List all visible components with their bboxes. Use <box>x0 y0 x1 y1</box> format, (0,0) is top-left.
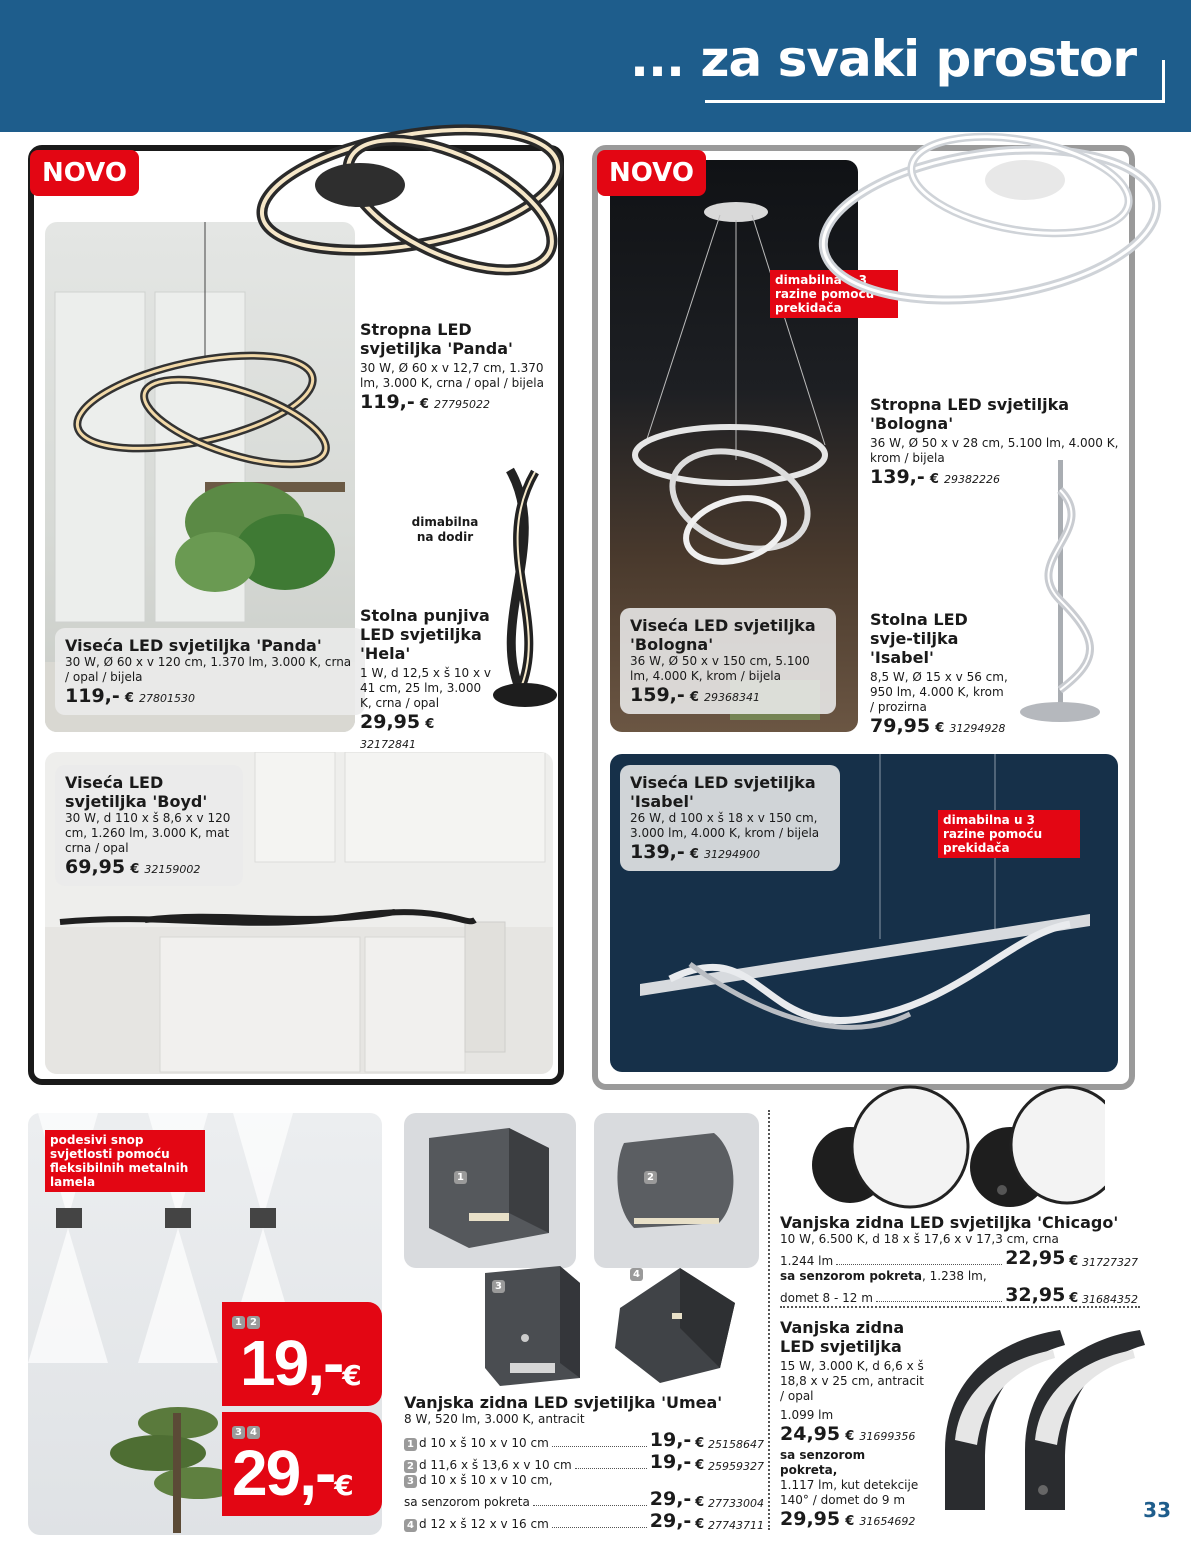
wall-arc-title: Vanjska zidna LED svjetiljka <box>780 1318 905 1356</box>
image-badge-1: 1 <box>454 1171 467 1184</box>
hela-sku: 32172841 <box>360 738 416 751</box>
variant-sku: 27733004 <box>708 1497 764 1510</box>
bologna-pendant-price: 159,- <box>630 684 685 706</box>
wall-arc-price-1: 24,95 <box>780 1423 841 1445</box>
boyd-desc: 30 W, d 110 x š 8,6 x v 120 cm, 1.260 lm, 3.000 K, mat crna / opal <box>65 811 231 855</box>
wall-arc-info <box>780 1318 925 1530</box>
isabel-table-title: Stolna LED svje-tiljka 'Isabel' <box>870 610 968 667</box>
umea-1-photo <box>404 1113 576 1268</box>
umea-variant-4 <box>404 1510 764 1532</box>
isabel-pendant-sku: 31294900 <box>704 848 760 861</box>
wall-arc-price-2: 29,95 <box>780 1508 841 1530</box>
variant-text: d 12 x š 12 x v 16 cm <box>419 1517 549 1531</box>
currency: € <box>695 1495 705 1510</box>
boyd-price: 69,95 <box>65 856 126 878</box>
umea-2-photo <box>594 1113 759 1268</box>
wall-arc-line-1: 1.099 lm <box>780 1408 834 1422</box>
page-title: ... za svaki prostor <box>629 30 1136 88</box>
currency: € <box>689 690 699 705</box>
chicago-sensor: sa senzorom pokreta <box>780 1269 923 1283</box>
variant-badge-3: 3 <box>404 1475 417 1488</box>
isabel-dimmable-callout: dimabilna u 3 razine pomoću prekidača <box>938 810 1080 858</box>
variant-badge-4: 4 <box>404 1519 417 1532</box>
boyd-sku: 32159002 <box>144 863 201 876</box>
currency: € <box>124 691 134 706</box>
hela-title: Stolna punjiva LED svjetiljka 'Hela' <box>360 606 490 663</box>
umea-1-image <box>404 1113 576 1268</box>
chicago-price-1: 22,95 <box>1005 1247 1066 1269</box>
panda-pendant-label <box>55 628 365 715</box>
chicago-image <box>805 1085 1105 1220</box>
bologna-ceiling-title: Stropna LED svjetiljka 'Bologna' <box>870 395 1070 433</box>
currency: € <box>425 717 435 732</box>
hela-desc: 1 W, d 12,5 x š 10 x v 41 cm, 25 lm, 3.000 K, crna / opal <box>360 666 491 710</box>
variant-badge-2: 2 <box>404 1460 417 1473</box>
isabel-pendant-desc: 26 W, d 100 x š 18 x v 150 cm, 3.000 lm, 4.000 K, krom / bijela <box>630 811 820 840</box>
panda-ceiling-price: 119,- <box>360 391 415 413</box>
bologna-ceiling-desc: 36 W, Ø 50 x v 28 cm, 5.100 lm, 4.000 K, krom / bijela <box>870 436 1119 465</box>
isabel-table-desc: 8,5 W, Ø 15 x v 56 cm, 950 lm, 4.000 K, krom / prozirna <box>870 670 1008 714</box>
panda-ceiling-image <box>240 95 580 295</box>
umea-2-image <box>594 1113 759 1268</box>
wall-arc-desc: 15 W, 3.000 K, d 6,6 x š 18,8 x v 25 cm, antracit / opal <box>780 1359 924 1403</box>
chicago-title: Vanjska zidna LED svjetiljka 'Chicago' <box>780 1213 1119 1232</box>
wall-arc-sku-1: 31699356 <box>859 1430 916 1443</box>
panda-pendant-price: 119,- <box>65 685 120 707</box>
novo-badge-right: NOVO <box>597 150 706 196</box>
bologna-pendant-label <box>620 608 836 714</box>
currency: € <box>334 1469 354 1502</box>
variant-text: d 11,6 x š 13,6 x v 10 cm <box>419 1458 572 1472</box>
umea-title: Vanjska zidna LED svjetiljka 'Umea' <box>404 1393 723 1412</box>
wall-arc-sensor: sa senzorom pokreta, <box>780 1448 866 1477</box>
umea-variant-1 <box>404 1429 764 1451</box>
umea-variant-2 <box>404 1451 764 1473</box>
panda-ceiling-title: Stropna LED svjetiljka 'Panda' <box>360 320 513 358</box>
chicago-range: domet 8 - 12 m <box>780 1291 873 1305</box>
panda-ceiling-info <box>360 320 550 413</box>
currency: € <box>1069 1291 1079 1306</box>
image-badge-2: 2 <box>644 1171 657 1184</box>
isabel-pendant-price: 139,- <box>630 841 685 863</box>
bologna-pendant-title: Viseća LED svjetiljka 'Bologna' <box>630 616 816 654</box>
chicago-info <box>780 1213 1138 1306</box>
isabel-table-sku: 31294928 <box>949 722 1006 735</box>
currency: € <box>695 1436 705 1451</box>
bologna-ceiling-sku: 29382226 <box>944 473 1000 486</box>
variant-sku: 27743711 <box>708 1519 764 1532</box>
bologna-ceiling-price: 139,- <box>870 466 925 488</box>
badge-3: 3 <box>232 1426 245 1439</box>
hela-info <box>360 606 495 752</box>
variant-text-2: sa senzorom pokreta <box>404 1495 530 1509</box>
chicago-option-2b <box>780 1284 1138 1306</box>
panda-pendant-title: Viseća LED svjetiljka 'Panda' <box>65 636 322 655</box>
bologna-pendant-sku: 29368341 <box>704 691 760 704</box>
chicago-option-2a <box>780 1269 1138 1284</box>
isabel-pendant-title: Viseća LED svjetiljka 'Isabel' <box>630 773 816 811</box>
chicago-option-1 <box>780 1247 1138 1269</box>
isabel-table-image <box>1010 450 1110 730</box>
chicago-line-1: 1.244 lm <box>780 1254 834 1268</box>
variant-text: d 10 x š 10 x v 10 cm <box>419 1436 549 1450</box>
chicago-lumen: , 1.238 lm, <box>922 1269 987 1283</box>
panda-ceiling-sku: 27795022 <box>434 398 490 411</box>
variant-text: d 10 x š 10 x v 10 cm, <box>419 1473 553 1487</box>
umea-price-3-4-value: 29,- <box>232 1437 335 1509</box>
column-divider <box>768 1110 770 1530</box>
variant-sku: 25158647 <box>708 1438 764 1451</box>
umea-price-1-2 <box>222 1302 382 1406</box>
bologna-ceiling-image <box>815 115 1175 315</box>
panda-pendant-sku: 27801530 <box>139 692 195 705</box>
chicago-sku-2: 31684352 <box>1082 1293 1138 1306</box>
currency: € <box>695 1458 705 1473</box>
hela-note: dimabilna na dodir <box>411 515 479 544</box>
chicago-separator <box>780 1306 1140 1308</box>
currency: € <box>845 1429 855 1444</box>
boyd-title: Viseća LED svjetiljka 'Boyd' <box>65 773 208 811</box>
variant-badge-1: 1 <box>404 1438 417 1451</box>
header-underline <box>705 100 1165 103</box>
image-badge-3: 3 <box>492 1280 505 1293</box>
umea-variant-3a <box>404 1473 764 1488</box>
badge-2: 2 <box>247 1316 260 1329</box>
currency: € <box>695 1517 705 1532</box>
umea-price-1-2-value: 19,- <box>240 1327 343 1399</box>
panda-ceiling-desc: 30 W, Ø 60 x v 12,7 cm, 1.370 lm, 3.000 K, crna / opal / bijela <box>360 361 544 390</box>
wall-arc-line-2: 1.117 lm, kut detekcije 140° / domet do 9 m <box>780 1478 919 1507</box>
umea-3-image <box>470 1258 590 1393</box>
badge-1: 1 <box>232 1316 245 1329</box>
currency: € <box>342 1359 362 1392</box>
wall-arc-image <box>925 1320 1155 1520</box>
variant-price: 29,- <box>649 1488 692 1510</box>
image-badge-4: 4 <box>630 1268 643 1281</box>
umea-variant-3b <box>404 1488 764 1510</box>
currency: € <box>689 847 699 862</box>
header-tick <box>1162 60 1165 103</box>
umea-beam-callout: podesivi snop svjetlosti pomoću fleksibilnih metalnih lamela <box>45 1130 205 1192</box>
badge-4: 4 <box>247 1426 260 1439</box>
isabel-pendant-label <box>620 765 840 871</box>
chicago-desc: 10 W, 6.500 K, d 18 x š 17,6 x v 17,3 cm, crna <box>780 1232 1059 1246</box>
currency: € <box>845 1514 855 1529</box>
bologna-pendant-desc: 36 W, Ø 50 x v 150 cm, 5.100 lm, 4.000 K, krom / bijela <box>630 654 810 683</box>
variant-price: 19,- <box>649 1451 692 1473</box>
currency: € <box>130 862 140 877</box>
variant-price: 19,- <box>649 1429 692 1451</box>
hela-price: 29,95 <box>360 711 421 733</box>
currency: € <box>935 721 945 736</box>
umea-info <box>404 1393 764 1532</box>
page-number: 33 <box>1143 1498 1171 1522</box>
chicago-price-2: 32,95 <box>1005 1284 1066 1306</box>
isabel-table-info <box>870 610 1010 737</box>
wall-arc-sku-2: 31654692 <box>859 1515 916 1528</box>
umea-desc: 8 W, 520 lm, 3.000 K, antracit <box>404 1412 585 1426</box>
currency: € <box>1069 1254 1079 1269</box>
variant-sku: 25959327 <box>708 1460 764 1473</box>
boyd-label <box>55 765 243 886</box>
umea-price-3-4 <box>222 1412 382 1516</box>
variant-price: 29,- <box>649 1510 692 1532</box>
bologna-dimmable-callout: dimabilna u 3 razine pomoću prekidača <box>770 270 898 318</box>
novo-badge-left: NOVO <box>30 150 139 196</box>
currency: € <box>929 472 939 487</box>
chicago-sku-1: 31727327 <box>1082 1256 1138 1269</box>
currency: € <box>419 397 429 412</box>
isabel-table-price: 79,95 <box>870 715 931 737</box>
panda-pendant-desc: 30 W, Ø 60 x v 120 cm, 1.370 lm, 3.000 K, crna / opal / bijela <box>65 655 352 684</box>
